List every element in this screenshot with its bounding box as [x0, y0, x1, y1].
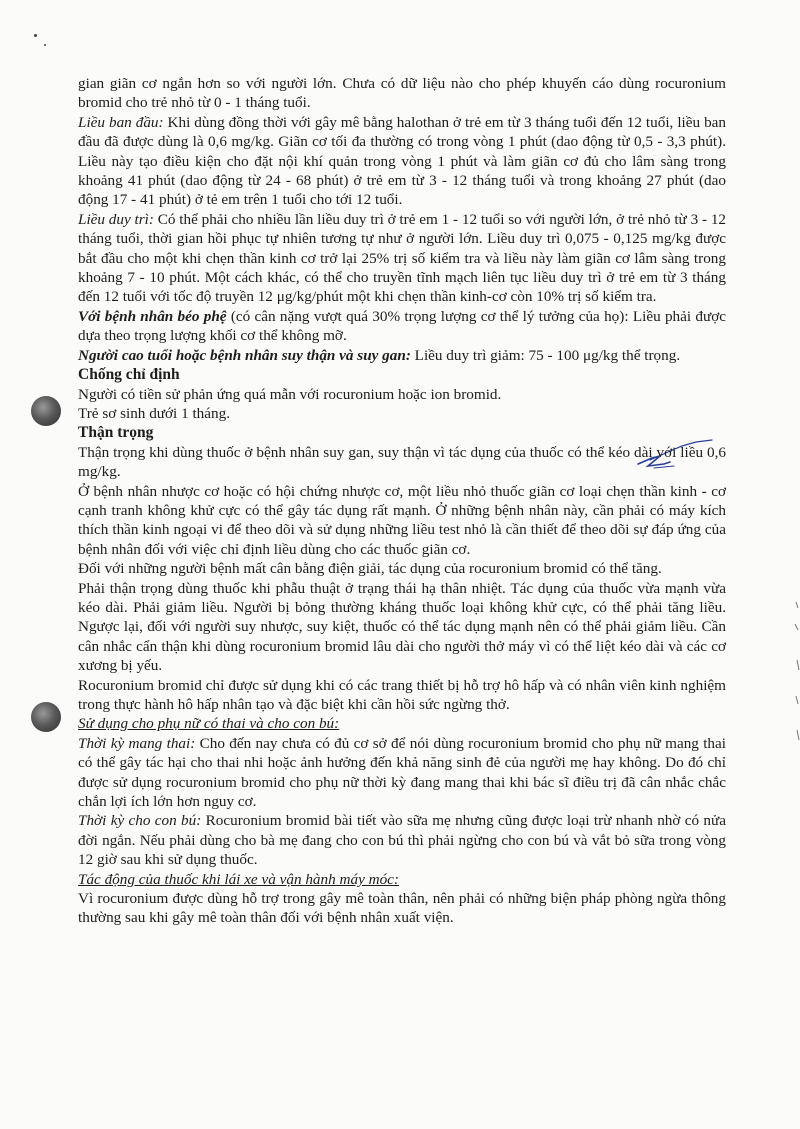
punch-hole-bottom [31, 702, 61, 732]
paragraph-text: Rocuronium bromid bài tiết vào sữa mẹ nhưng cũng được loại trừ nhanh nhờ có nửa đời ngắn. Nếu phải dùng cho bà mẹ đang cho con bú thì phải ngừng cho con bú và vắt bỏ sữa trong vòng 12 giờ sau khi sử dụng thuốc. [78, 812, 726, 869]
paragraph [78, 734, 726, 812]
section-subheading: Sử dụng cho phụ nữ có thai và cho con bú: [78, 715, 340, 733]
paragraph-lead: Người cao tuổi hoặc bệnh nhân suy thận và suy gan: [78, 346, 411, 364]
section-subheading: Tác động của thuốc khi lái xe và vận hành máy móc: [78, 870, 399, 888]
paragraph [78, 210, 726, 307]
paragraph: gian giãn cơ ngắn hơn so với người lớn. Chưa có dữ liệu nào cho phép khuyến cáo dùng rocuronium bromid cho trẻ nhỏ từ 0 - 1 tháng tuổi. [78, 75, 726, 112]
paragraph [78, 346, 726, 365]
paragraph [78, 307, 726, 346]
paragraph-text: Liều duy trì giảm: 75 - 100 μg/kg thể trọng. [410, 346, 681, 364]
section-heading: Thận trọng [78, 424, 154, 442]
paragraph-lead: Liều ban đầu: [78, 113, 164, 131]
paragraph-lead: Thời kỳ mang thai: [78, 734, 196, 752]
paragraph-text: Có thể phải cho nhiều lần liều duy trì ở trẻ em 1 - 12 tuổi so với người lớn, ở trẻ nhỏ từ 3 - 12 tháng tuổi, thời gian hồi phục tự nhiên tương tự như ở người lớn. Liều duy trì 0,075 - 0,125 mg/kg được bắt đầu cho một khi chẹn thần kinh cơ trở lại 25% trị số kiểm tra và liều này làm giãn cơ lâm sàng trong khoảng 7 - 10 phút. Một cách khác, có thể cho truyền tĩnh mạch liên tục liều duy trì ở trẻ em từ 3 tháng đến 12 tuổi với tốc độ truyền 12 μg/kg/phút một khi chẹn thần kinh-cơ còn 10% trị số kiểm tra. [78, 210, 727, 306]
paragraph: Rocuronium bromid chỉ được sử dụng khi có các trang thiết bị hỗ trợ hô hấp và có nhân viên kinh nghiệm trong thực hành hô hấp nhân tạo và đặc biệt khi cần hồi sức ngừng thở. [78, 676, 726, 713]
paragraph: Người có tiền sử phản ứng quá mẫn với rocuronium hoặc ion bromid. [78, 385, 502, 403]
paragraph-text: Khi dùng đồng thời với gây mê bằng halothan ở trẻ em từ 3 tháng tuổi đến 12 tuổi, liều ban đầu đã được dùng là 0,6 mg/kg. Giãn cơ tối đa thường có trong vòng 1 phút (dao động từ 0,5 - 3,3 phút). Liều này tạo điều kiện cho đặt nội khí quản trong vòng 1 phút và làm giãn cơ đủ cho lâm sàng trong khoảng 41 phút (dao động từ 24 - 68 phút) ở trẻ em từ 3 - 12 tháng tuổi và trong khoảng 27 phút (dao động 17 - 41 phút) ở tẻ em trên 1 tuổi cho tới 12 tuổi. [78, 113, 727, 209]
paragraph: Phải thận trọng dùng thuốc khi phẫu thuật ở trạng thái hạ thân nhiệt. Tác dụng của thuốc vừa mạnh vừa kéo dài. Phải giảm liều. Người bị bỏng thường kháng thuốc loại không khử cực, có thể phải tăng liều. Ngược lại, đối với người suy nhược, suy kiệt, thuốc có thể tác dụng mạnh nên có thể phải giảm liều. Cần cân nhắc cẩn thận khi dùng rocuronium bromid lâu dài cho người thở máy vì có thể liệt kéo dài và các cơ xương bị yếu. [78, 579, 726, 675]
scan-speck [44, 44, 46, 46]
paragraph-text: Cho đến nay chưa có đủ cơ sở để nói dùng rocuronium bromid cho phụ nữ mang thai có thể gây tác hại cho thai nhi hoặc ảnh hưởng đến khả năng sinh đẻ của người mẹ hay không. Do đó chỉ được sử dụng rocuronium bromid cho phụ nữ thời kỳ đang mang thai khi bác sĩ điều trị đã cân nhắc chắc chắn lợi ích lớn hơn nguy cơ. [78, 734, 726, 811]
paragraph-text: (có cân nặng vượt quá 30% trọng lượng cơ thể lý tưởng của họ): Liều phải được dựa theo trọng lượng khối cơ thể không mỡ. [78, 307, 726, 345]
scan-speck [34, 34, 37, 37]
document-body [78, 74, 726, 928]
paragraph: Đối với những người bệnh mất cân bằng điện giải, tác dụng của rocuronium bromid có thể tăng. [78, 560, 662, 578]
paragraph [78, 113, 726, 210]
paragraph: Trẻ sơ sinh dưới 1 tháng. [78, 404, 230, 422]
paragraph: Thận trọng khi dùng thuốc ở bệnh nhân suy gan, suy thận vì tác dụng của thuốc có thể kéo dài với liều 0,6 mg/kg. [78, 443, 726, 481]
paragraph-lead: Liều duy trì: [78, 210, 154, 228]
scan-edge-marks [792, 600, 800, 750]
paragraph [78, 811, 726, 869]
paragraph-lead: Với bệnh nhân béo phệ [78, 307, 227, 325]
paragraph: Ở bệnh nhân nhược cơ hoặc có hội chứng nhược cơ, một liều nhỏ thuốc giãn cơ loại chẹn thần kinh - cơ cạnh tranh không khử cực có thể gây tác dụng rất mạnh. Ở những bệnh nhân này, cần phải có máy kích thích thần kinh ngoại vi để theo dõi và sử dụng những liều test nhỏ là cần thiết để theo dõi sự đáp ứng của bệnh nhân đối với việc chỉ định liều dùng cho các thuốc giãn cơ. [78, 482, 726, 558]
paragraph-lead: Thời kỳ cho con bú: [78, 812, 202, 830]
punch-hole-top [31, 396, 61, 426]
section-heading: Chống chỉ định [78, 366, 180, 384]
paragraph: Vì rocuronium được dùng hỗ trợ trong gây mê toàn thân, nên phải có những biện pháp phòng ngừa thông thường sau khi gây mê toàn thân đối với bệnh nhân xuất viện. [78, 890, 726, 927]
